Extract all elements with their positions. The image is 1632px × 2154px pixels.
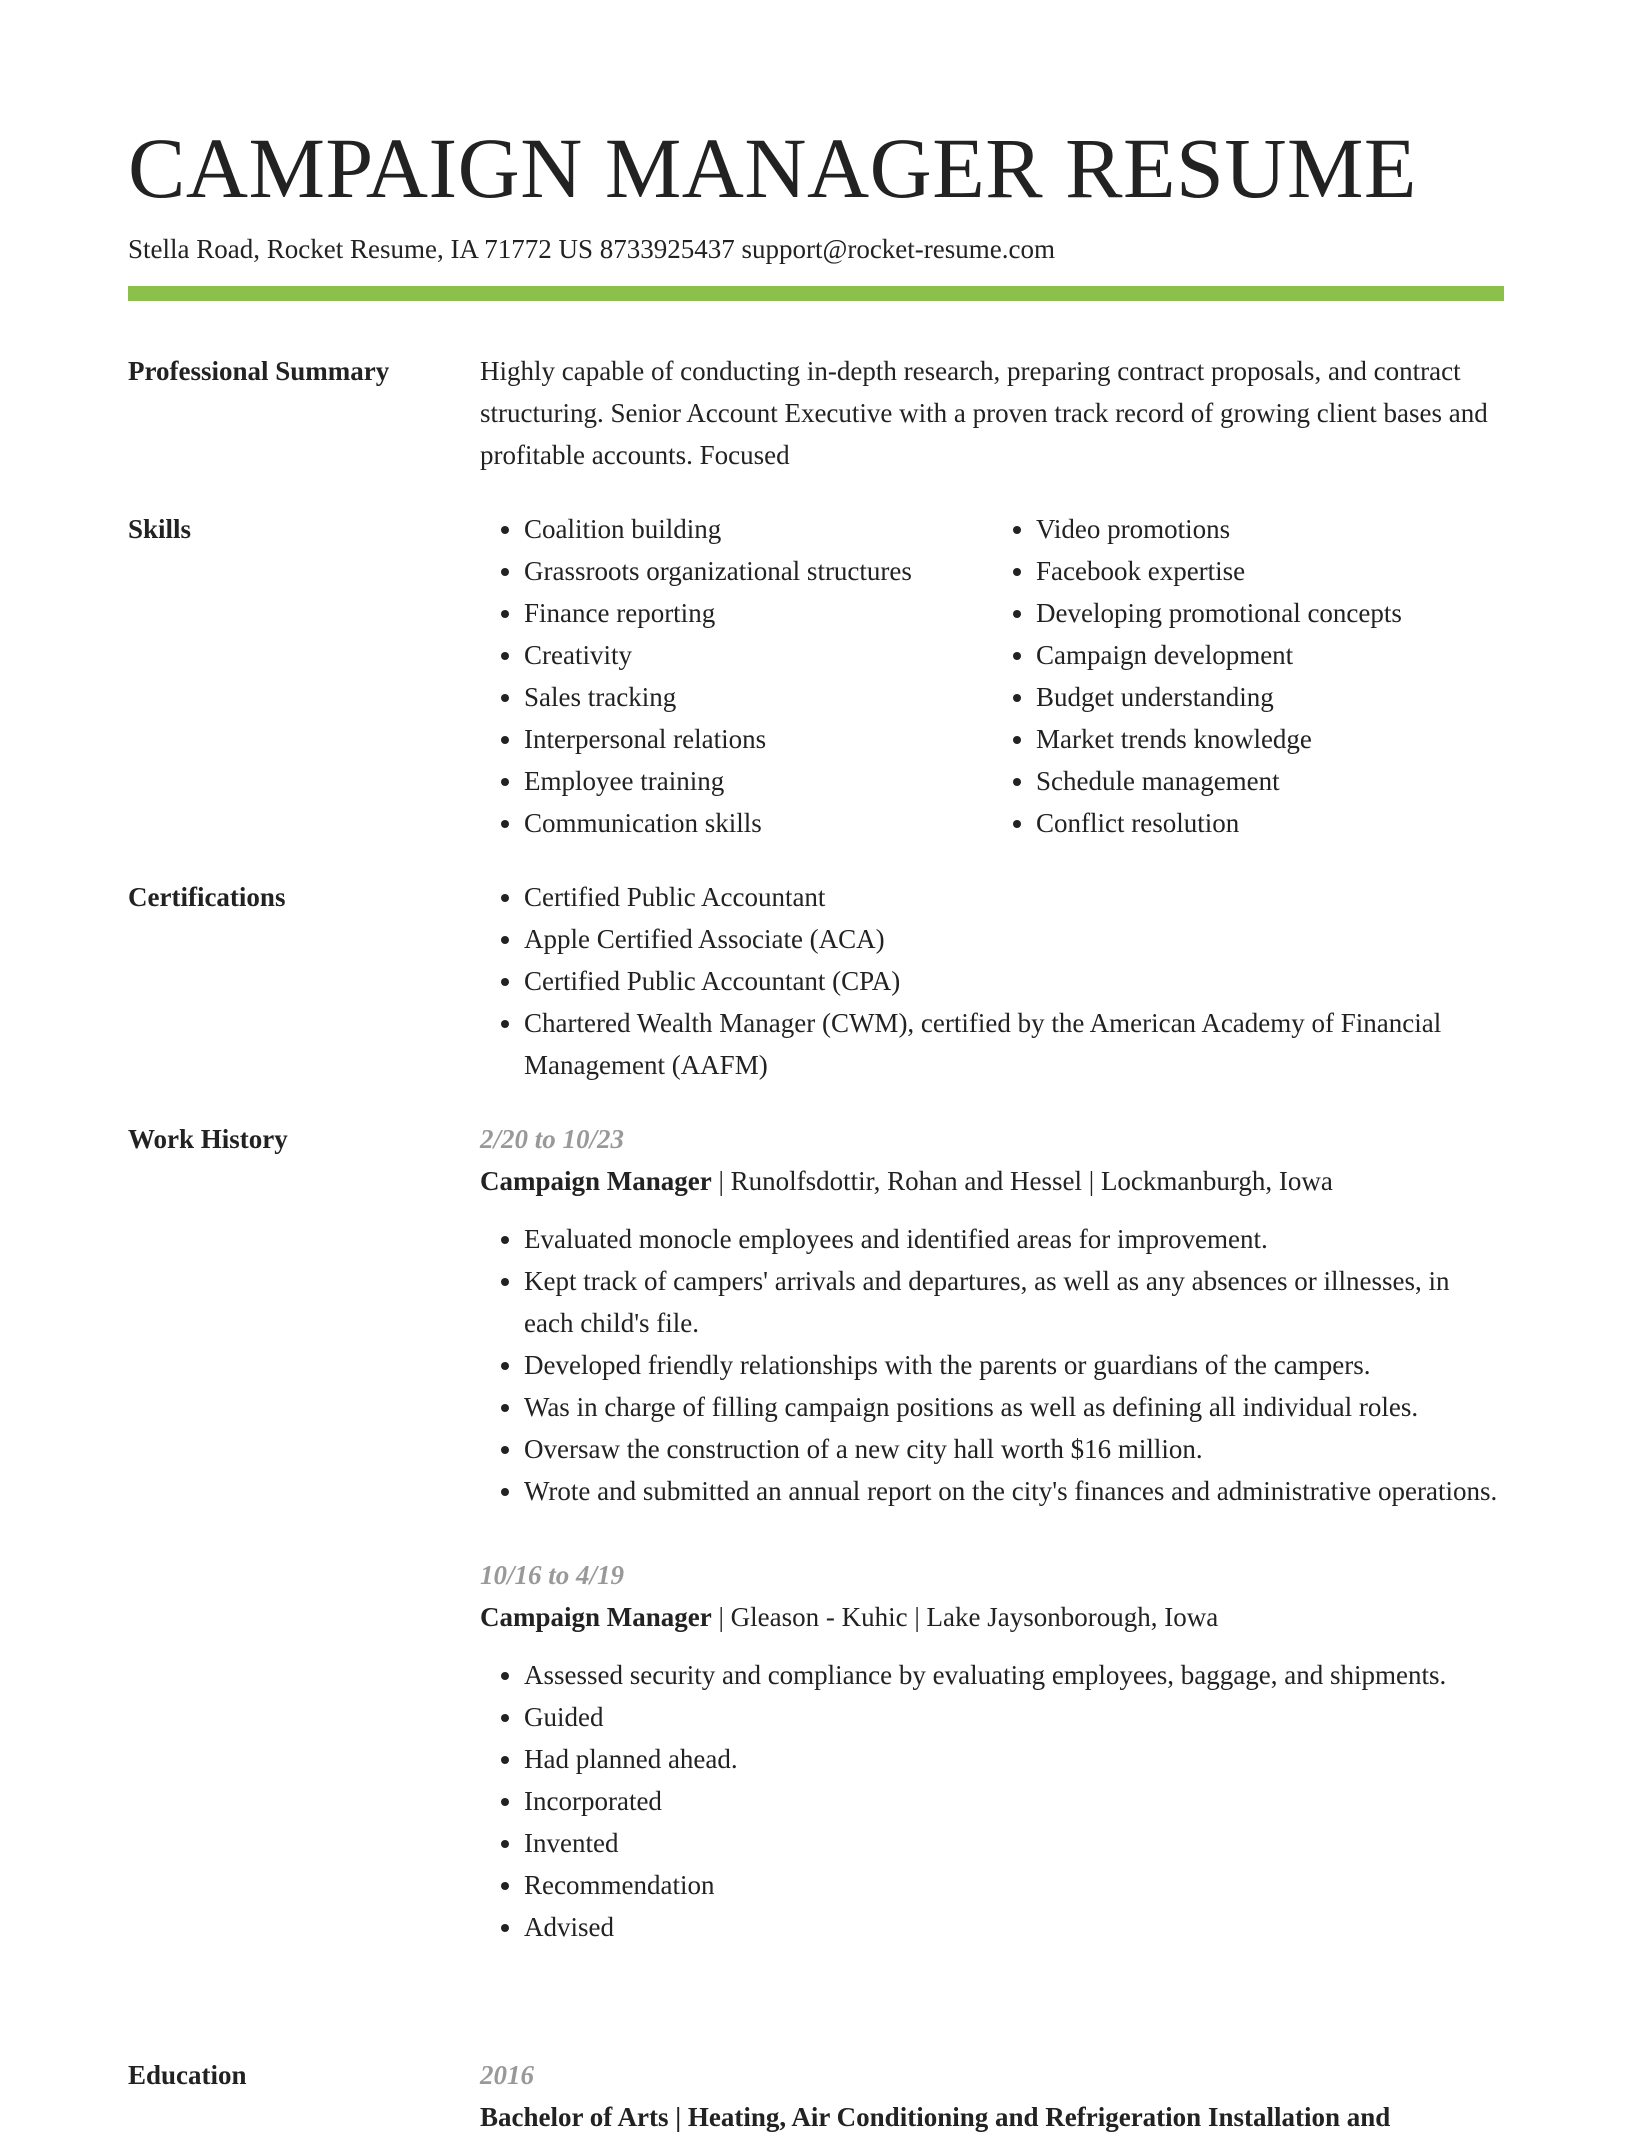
job-dates: 10/16 to 4/19: [480, 1560, 625, 1590]
job-bullet: • Assessed security and compliance by evaluating employees, baggage, and shipments.: [524, 1654, 1504, 1696]
skills-list-right: [992, 508, 1504, 844]
job-bullet: • Recommendation: [524, 1864, 1504, 1906]
skill-item: • Coalition building: [524, 508, 992, 550]
job-title: Campaign Manager: [480, 1602, 712, 1632]
skill-item: • Grassroots organizational structures: [524, 550, 992, 592]
education-degree: Bachelor of Arts | Heating, Air Conditioning and Refrigeration Installation and: [480, 2102, 1391, 2132]
education-heading: Education: [128, 2060, 247, 2090]
job-bullet: • Kept track of campers' arrivals and departures, as well as any absences or illnesses, in each child's file.: [524, 1260, 1504, 1344]
skill-item: • Creativity: [524, 634, 992, 676]
certification-item: • Certified Public Accountant: [524, 876, 1504, 918]
job-bullet: • Had planned ahead.: [524, 1738, 1504, 1780]
certifications-list: [480, 876, 1504, 1086]
contact-line: Stella Road, Rocket Resume, IA 71772 US 8733925437 support@rocket-resume.com: [128, 234, 1055, 264]
skill-item: • Facebook expertise: [1036, 550, 1504, 592]
accent-divider: [128, 286, 1504, 301]
resume-title: CAMPAIGN MANAGER RESUME: [128, 120, 1417, 216]
job-bullet: • Invented: [524, 1822, 1504, 1864]
job-details: | Gleason - Kuhic | Lake Jaysonborough, Iowa: [711, 1602, 1219, 1632]
skill-item: • Communication skills: [524, 802, 992, 844]
certification-item: • Apple Certified Associate (ACA): [524, 918, 1504, 960]
job-title: Campaign Manager: [480, 1166, 712, 1196]
job-entry: [480, 1118, 1504, 1512]
skills-list-left: [480, 508, 992, 844]
skill-item: • Conflict resolution: [1036, 802, 1504, 844]
job-bullet: • Advised: [524, 1906, 1504, 1948]
skill-item: • Schedule management: [1036, 760, 1504, 802]
summary-heading: Professional Summary: [128, 356, 390, 386]
skill-item: • Developing promotional concepts: [1036, 592, 1504, 634]
job-dates: 2/20 to 10/23: [480, 1124, 625, 1154]
skill-item: • Campaign development: [1036, 634, 1504, 676]
job-bullet: • Oversaw the construction of a new city hall worth $16 million.: [524, 1428, 1504, 1470]
summary-text: Highly capable of conducting in-depth research, preparing contract proposals, and contract structuring. Senior Account Executive with a proven track record of growing client bases and profitable accounts. Focused: [480, 356, 1488, 470]
job-entry: [480, 1554, 1504, 1948]
job-bullet: • Guided: [524, 1696, 1504, 1738]
skill-item: • Finance reporting: [524, 592, 992, 634]
job-bullet: • Incorporated: [524, 1780, 1504, 1822]
job-heading: [480, 1160, 1504, 1202]
skill-item: • Interpersonal relations: [524, 718, 992, 760]
skill-item: • Employee training: [524, 760, 992, 802]
certification-item: • Chartered Wealth Manager (CWM), certified by the American Academy of Financial Management (AAFM): [524, 1002, 1504, 1086]
job-bullet: • Wrote and submitted an annual report on the city's finances and administrative operations.: [524, 1470, 1504, 1512]
job-bullet: • Was in charge of filling campaign positions as well as defining all individual roles.: [524, 1386, 1504, 1428]
skill-item: • Budget understanding: [1036, 676, 1504, 718]
education-date: 2016: [480, 2060, 534, 2090]
work-history-heading: Work History: [128, 1124, 288, 1154]
job-bullets: [480, 1218, 1504, 1512]
certification-item: • Certified Public Accountant (CPA): [524, 960, 1504, 1002]
skill-item: • Video promotions: [1036, 508, 1504, 550]
job-details: | Runolfsdottir, Rohan and Hessel | Lockmanburgh, Iowa: [711, 1166, 1333, 1196]
job-bullet: • Evaluated monocle employees and identified areas for improvement.: [524, 1218, 1504, 1260]
certifications-heading: Certifications: [128, 882, 286, 912]
skill-item: • Sales tracking: [524, 676, 992, 718]
job-bullets: [480, 1654, 1504, 1948]
job-bullet: • Developed friendly relationships with the parents or guardians of the campers.: [524, 1344, 1504, 1386]
skill-item: • Market trends knowledge: [1036, 718, 1504, 760]
skills-heading: Skills: [128, 514, 192, 544]
job-heading: [480, 1596, 1504, 1638]
